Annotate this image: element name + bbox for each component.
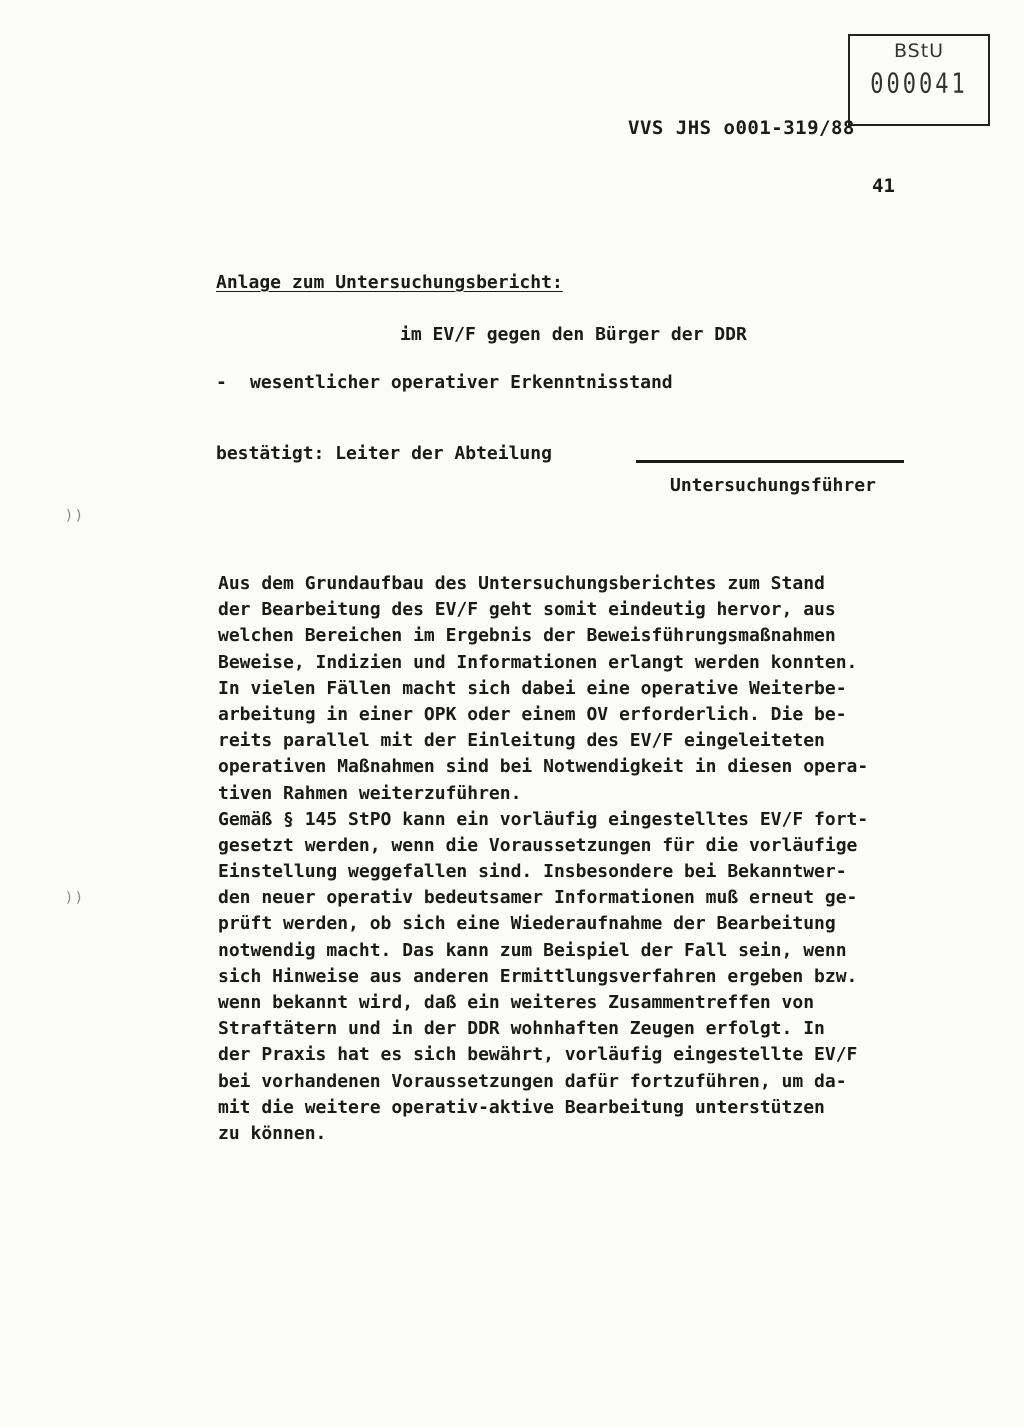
subline-dash: - (216, 372, 227, 393)
signature-label: Untersuchungsführer (670, 475, 876, 496)
body-line: Beweise, Indizien und Informationen erlangt werden konnten. (218, 651, 858, 673)
body-line: bei vorhandenen Voraussetzungen dafür fortzuführen, um da- (218, 1070, 847, 1092)
body-line: der Praxis hat es sich bewährt, vorläufig eingestellte EV/F (218, 1044, 858, 1066)
body-text (218, 571, 978, 1147)
body-line: Straftätern und in der DDR wohnhaften Zeugen erfolgt. In (218, 1018, 825, 1040)
document-heading: Anlage zum Untersuchungsbericht: (216, 272, 563, 293)
confirmation-label: bestätigt: Leiter der Abteilung (216, 443, 552, 464)
stamp-number: 000041 (870, 68, 968, 101)
document-reference: VVS JHS o001-319/88 (628, 117, 855, 139)
body-line: den neuer operativ bedeutsamer Informationen muß erneut ge- (218, 887, 858, 909)
document-subject: im EV/F gegen den Bürger der DDR (400, 324, 747, 345)
body-line: arbeitung in einer OPK oder einem OV erforderlich. Die be- (218, 703, 847, 725)
body-line: tiven Rahmen weiterzuführen. (218, 782, 522, 804)
body-line: Gemäß § 145 StPO kann ein vorläufig eingestelltes EV/F fort- (218, 808, 869, 830)
body-line: notwendig macht. Das kann zum Beispiel der Fall sein, wenn (218, 939, 847, 961)
body-line: mit die weitere operativ-aktive Bearbeitung unterstützen (218, 1096, 825, 1118)
body-line: In vielen Fällen macht sich dabei eine operative Weiterbe- (218, 677, 847, 699)
body-line: Aus dem Grundaufbau des Untersuchungsberichtes zum Stand (218, 573, 825, 594)
body-line: reits parallel mit der Einleitung des EV/F eingeleiteten (218, 730, 825, 752)
margin-mark: ) ) (66, 508, 82, 524)
body-line: wenn bekannt wird, daß ein weiteres Zusammentreffen von (218, 992, 815, 1013)
body-line: gesetzt werden, wenn die Voraussetzungen für die vorläufige (218, 834, 858, 856)
body-line: welchen Bereichen im Ergebnis der Beweisführungsmaßnahmen (218, 625, 836, 647)
body-line: der Bearbeitung des EV/F geht somit eindeutig hervor, aus (218, 599, 836, 621)
body-line: Einstellung weggefallen sind. Insbesondere bei Bekanntwer- (218, 861, 847, 883)
document-subline (216, 372, 673, 393)
subline-text: wesentlicher operativer Erkenntnisstand (250, 372, 673, 393)
stamp-title: BStU (893, 40, 945, 62)
archive-stamp (848, 34, 990, 126)
body-line: operativen Maßnahmen sind bei Notwendigkeit in diesen opera- (218, 756, 869, 778)
body-line: prüft werden, ob sich eine Wiederaufnahme der Bearbeitung (218, 913, 836, 935)
body-line: zu können. (218, 1122, 327, 1144)
signature-line (636, 460, 904, 463)
margin-mark: ) ) (66, 890, 82, 906)
body-line: sich Hinweise aus anderen Ermittlungsverfahren ergeben bzw. (218, 965, 858, 987)
page-number: 41 (872, 175, 895, 197)
